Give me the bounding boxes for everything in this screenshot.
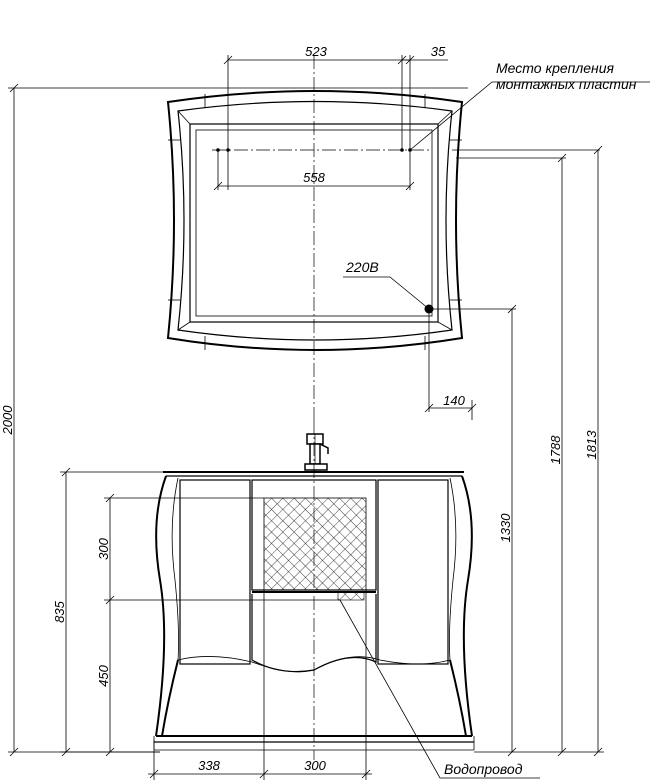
faucet-icon [305, 434, 328, 472]
dim-300-vertical: 300 [96, 538, 111, 560]
dim-1813: 1813 [584, 430, 599, 460]
dim-558: 558 [303, 170, 325, 185]
dim-450: 450 [96, 665, 111, 687]
dim-338: 338 [198, 758, 220, 773]
dim-523: 523 [305, 44, 327, 59]
label-mount-plates-1: Место крепления [496, 60, 615, 76]
dim-140: 140 [443, 393, 465, 408]
cabinet [154, 420, 474, 760]
dim-1330: 1330 [498, 513, 513, 543]
lattice-panel [264, 498, 366, 590]
dim-1788: 1788 [548, 435, 563, 465]
dim-835: 835 [52, 601, 67, 623]
dim-300-horizontal: 300 [304, 758, 326, 773]
dim-2000: 2000 [0, 405, 15, 435]
mirror [168, 91, 462, 350]
label-220v: 220В [346, 259, 379, 275]
label-mount-plates-2: монтажных пластин [496, 76, 637, 92]
label-water-supply: Водопровод [444, 761, 523, 777]
dim-35: 35 [430, 44, 446, 59]
